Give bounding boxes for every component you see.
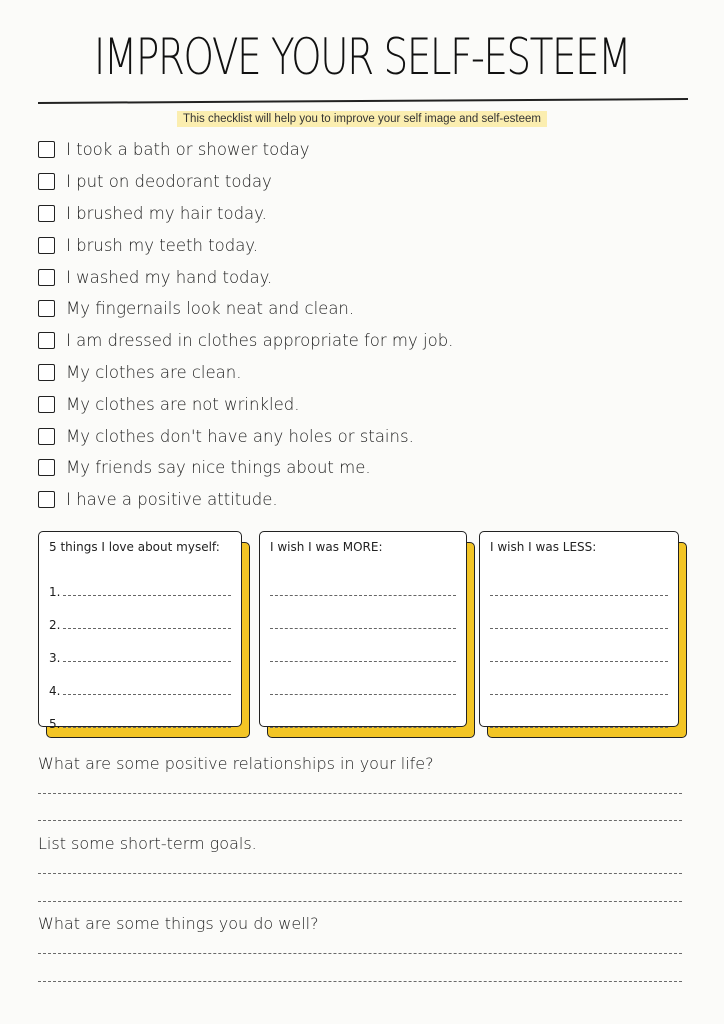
checkbox[interactable]: [38, 428, 55, 445]
write-line[interactable]: [270, 599, 456, 632]
checkbox[interactable]: [38, 491, 55, 508]
write-line[interactable]: [49, 566, 231, 599]
checkbox[interactable]: [38, 332, 55, 349]
card-title: I wish I was MORE:: [270, 540, 383, 554]
write-line[interactable]: [490, 632, 668, 665]
checklist-item: [38, 357, 453, 389]
page-title: IMPROVE YOUR SELF-ESTEEM: [93, 28, 631, 86]
answer-line[interactable]: [38, 793, 682, 794]
card-title: I wish I was LESS:: [490, 540, 597, 554]
checklist-item: [38, 388, 453, 420]
checklist-item: [38, 484, 453, 516]
checklist-item-label: My clothes are clean.: [66, 362, 242, 382]
checkbox[interactable]: [38, 173, 55, 190]
checkbox[interactable]: [38, 205, 55, 222]
write-line[interactable]: [270, 632, 456, 665]
checkbox[interactable]: [38, 237, 55, 254]
line-number: 5.: [49, 717, 61, 731]
write-line[interactable]: [490, 698, 668, 731]
checklist-item-label: My friends say nice things about me.: [66, 458, 371, 478]
title-underline: [38, 98, 688, 104]
write-line[interactable]: [270, 566, 456, 599]
write-line[interactable]: [49, 698, 231, 731]
write-line[interactable]: [270, 665, 456, 698]
checklist-item-label: I brushed my hair today.: [66, 203, 267, 223]
checkbox[interactable]: [38, 300, 55, 317]
checkbox[interactable]: [38, 396, 55, 413]
answer-line[interactable]: [38, 981, 682, 982]
less-card: [479, 531, 679, 727]
answer-line[interactable]: [38, 901, 682, 902]
question-strengths: What are some things you do well?: [38, 914, 319, 933]
checklist-item-label: My clothes are not wrinkled.: [66, 394, 300, 414]
write-line[interactable]: [49, 665, 231, 698]
checklist-item-label: I have a positive attitude.: [66, 490, 278, 510]
subtitle: This checklist will help you to improve your self image and self-esteem: [177, 111, 547, 127]
checklist-item: [38, 420, 453, 452]
write-line[interactable]: [490, 665, 668, 698]
checklist-item: [38, 166, 453, 198]
write-line[interactable]: [490, 599, 668, 632]
more-card: [259, 531, 467, 727]
checkbox[interactable]: [38, 141, 55, 158]
love-card: [38, 531, 242, 731]
checklist-item-label: I am dressed in clothes appropriate for my job.: [66, 331, 454, 351]
question-goals: List some short-term goals.: [38, 834, 257, 853]
checklist-item: [38, 134, 453, 166]
checklist-item: [38, 198, 453, 230]
write-line[interactable]: [49, 632, 231, 665]
line-number: 3.: [49, 651, 61, 665]
checklist-item-label: I washed my hand today.: [66, 267, 273, 287]
checkbox[interactable]: [38, 459, 55, 476]
checklist-item: [38, 452, 453, 484]
line-number: 1.: [49, 585, 61, 599]
checkbox[interactable]: [38, 364, 55, 381]
write-line[interactable]: [49, 599, 231, 632]
checklist-item: [38, 293, 453, 325]
checklist-item-label: I took a bath or shower today: [66, 140, 310, 160]
card-title: 5 things I love about myself:: [49, 540, 220, 554]
write-line[interactable]: [270, 698, 456, 731]
checklist-item-label: I brush my teeth today.: [66, 235, 258, 255]
checkbox[interactable]: [38, 269, 55, 286]
line-number: 4.: [49, 684, 61, 698]
answer-line[interactable]: [38, 820, 682, 821]
checklist-item-label: I put on deodorant today: [66, 172, 272, 192]
answer-line[interactable]: [38, 953, 682, 954]
question-relationships: What are some positive relationships in your life?: [38, 754, 434, 773]
checklist: [38, 134, 453, 516]
checklist-item-label: My fingernails look neat and clean.: [66, 299, 355, 319]
checklist-item: [38, 261, 453, 293]
checklist-item: [38, 325, 453, 357]
write-line[interactable]: [490, 566, 668, 599]
line-number: 2.: [49, 618, 61, 632]
checklist-item: [38, 229, 453, 261]
answer-line[interactable]: [38, 873, 682, 874]
checklist-item-label: My clothes don't have any holes or stains.: [66, 426, 414, 446]
